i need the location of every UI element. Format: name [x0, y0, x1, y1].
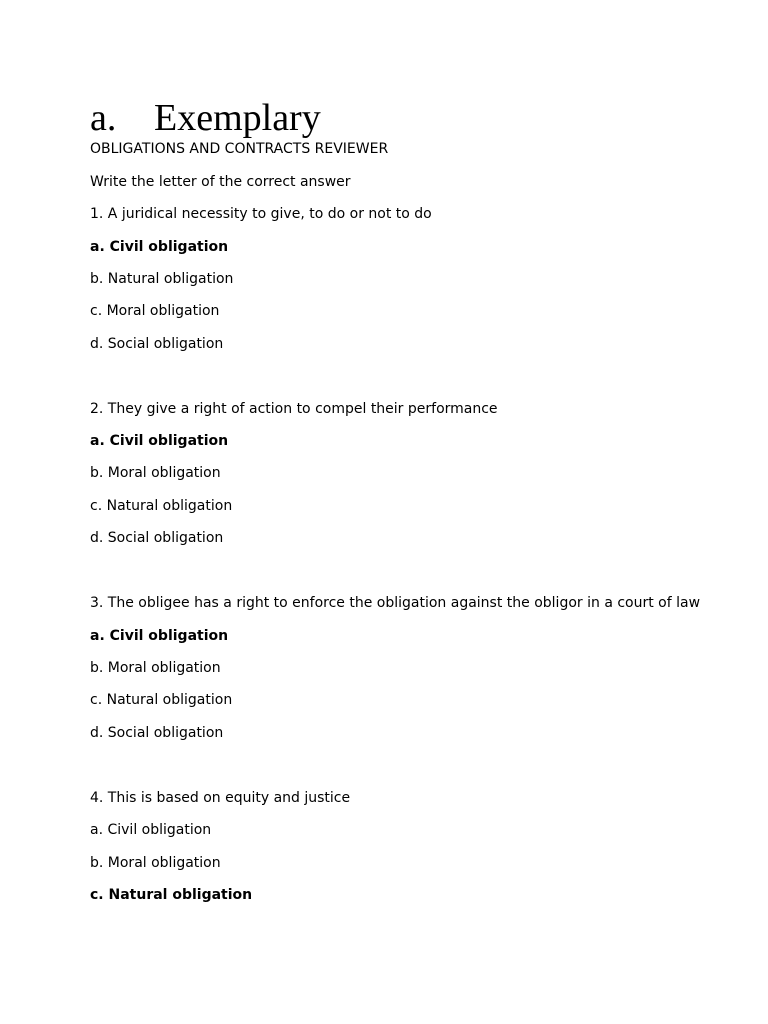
q3-option-c: c. Natural obligation: [90, 692, 233, 708]
q2-option-b: b. Moral obligation: [90, 465, 221, 481]
q3-option-b: b. Moral obligation: [90, 660, 221, 676]
question-3: 3. The obligee has a right to enforce the obligation against the obligor in a court of law: [90, 595, 701, 611]
q4-option-c: c. Natural obligation: [90, 887, 253, 903]
q1-option-b: b. Natural obligation: [90, 271, 234, 287]
question-4: 4. This is based on equity and justice: [90, 790, 351, 806]
question-2: 2. They give a right of action to compel their performance: [90, 401, 498, 417]
heading: [90, 96, 321, 140]
q1-option-c: c. Moral obligation: [90, 303, 220, 319]
q1-option-d: d. Social obligation: [90, 336, 224, 352]
q4-option-a: a. Civil obligation: [90, 822, 212, 838]
q3-option-a: a. Civil obligation: [90, 628, 229, 644]
q2-option-a: a. Civil obligation: [90, 433, 229, 449]
q1-option-a: a. Civil obligation: [90, 239, 229, 255]
instruction: Write the letter of the correct answer: [90, 174, 351, 190]
q3-option-d: d. Social obligation: [90, 725, 224, 741]
q2-option-c: c. Natural obligation: [90, 498, 233, 514]
q4-option-b: b. Moral obligation: [90, 855, 221, 871]
heading-letter: a.: [90, 97, 117, 139]
document-title: OBLIGATIONS AND CONTRACTS REVIEWER: [90, 141, 389, 157]
question-1: 1. A juridical necessity to give, to do or not to do: [90, 206, 432, 222]
q2-option-d: d. Social obligation: [90, 530, 224, 546]
heading-word: Exemplary: [154, 97, 321, 139]
